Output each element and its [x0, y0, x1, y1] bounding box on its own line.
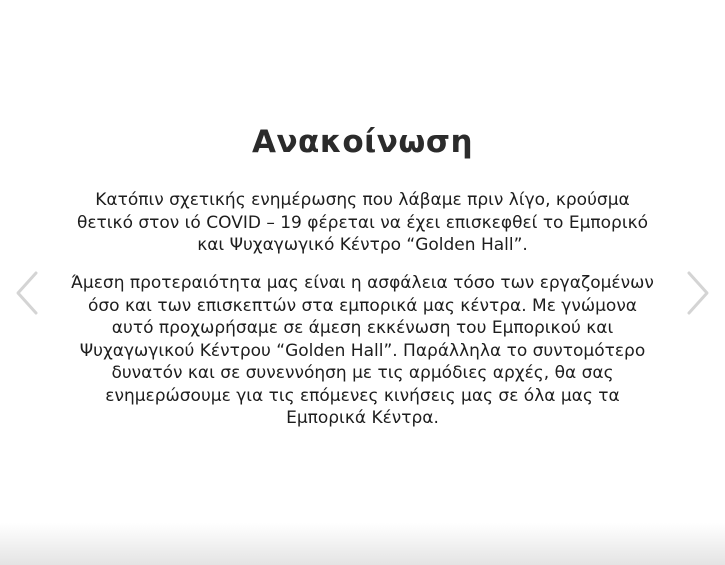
paragraph-line: Άμεση προτεραιότητα μας είναι η ασφάλεια τόσο των εργαζομένων: [71, 273, 654, 293]
announcement-paragraph-2: [40, 272, 685, 430]
paragraph-line: θετικό στον ιό COVID – 19 φέρεται να έχει επισκεφθεί το Εμπορικό: [76, 212, 649, 233]
paragraph-line: αυτό προχωρήσαμε σε άμεση εκκένωση του Εμπορικού και: [111, 318, 614, 338]
next-slide-button[interactable]: [677, 268, 717, 318]
bottom-fade: [0, 523, 725, 565]
paragraph-line: όσο και των επισκεπτών στα εμπορικά μας κέντρα. Με γνώμονα: [87, 295, 638, 316]
paragraph-line: ενημερώσουμε για τις επόμενες κινήσεις μας σε όλα μας τα: [105, 385, 620, 406]
announcement-title: Ανακοίνωση: [251, 124, 474, 160]
paragraph-line: Κατόπιν σχετικής ενημέρωσης που λάβαμε πριν λίγο, κρούσμα: [95, 190, 630, 210]
announcement-paragraph-1: [40, 189, 685, 257]
paragraph-line: Εμπορικά Κέντρα.: [286, 408, 439, 428]
previous-slide-button[interactable]: [8, 268, 48, 318]
chevron-left-icon: [8, 268, 48, 318]
paragraph-line: δυνατόν και σε συνεννόηση με τις αρμόδιες αρχές, θα σας: [111, 363, 614, 383]
paragraph-line: και Ψυχαγωγικό Κέντρο “Golden Hall”.: [197, 235, 528, 255]
paragraph-line: Ψυχαγωγικού Κέντρου “Golden Hall”. Παράλληλα το συντομότερο: [79, 340, 646, 361]
chevron-right-icon: [677, 268, 717, 318]
